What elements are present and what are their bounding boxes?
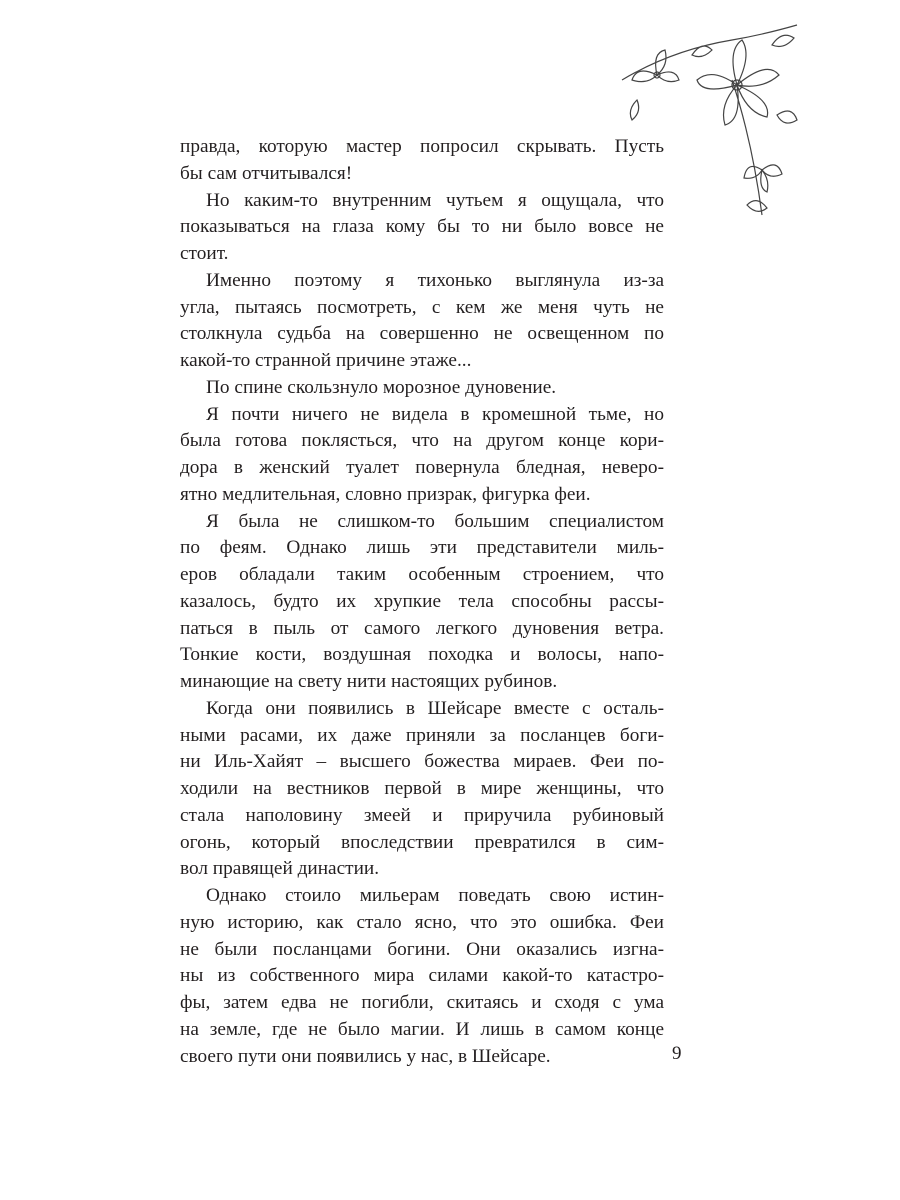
text-line: По спине скользнуло морозное дуновение. [206,376,557,398]
text-line: угла, пытаясь посмотреть, с кем же меня чуть не [180,296,664,318]
text-line: столкнула судьба на совершенно не освещенном по [180,323,664,345]
text-line: еров обладали таким особенным строением, что [180,564,664,585]
text-line: по феям. Однако лишь эти представители миль- [180,537,664,559]
text-line: Однако стоило мильерам поведать свою истин- [206,885,664,906]
paragraph [180,134,664,188]
paragraph [180,268,664,375]
text-line: ными расами, их даже приняли за посланцев боги- [180,724,664,746]
text-line: ную историю, как стало ясно, что это ошибка. Феи [180,911,664,933]
text-line: огонь, который впоследствии превратился в сим- [180,831,664,853]
text-line: дора в женский туалет повернула бледная, неверо- [180,457,664,478]
text-line: Я была не слишком-то большим специалистом [206,510,664,532]
paragraph [180,188,664,268]
text-line: стоит. [180,243,229,264]
text-line: правда, которую мастер попросил скрывать. Пусть [180,136,664,157]
text-line: была готова поклясться, что на другом конце кори- [180,430,664,452]
text-line: стала наполовину змеей и приручила рубиновый [180,804,664,826]
text-line: не были посланцами богини. Они оказались изгна- [180,938,664,960]
text-line: минающие на свету нити настоящих рубинов. [180,671,558,692]
text-line: казалось, будто их хрупкие тела способны рассы- [180,590,664,612]
text-line: ятно медлительная, словно призрак, фигурка феи. [180,483,591,505]
text-line: бы сам отчитывался! [180,162,353,184]
paragraph [180,375,664,402]
text-line: вол правящей династии. [180,858,380,880]
text-line: фы, затем едва не погибли, скитаясь и сходя с ума [180,992,664,1013]
paragraph [180,883,664,1070]
text-line: Но каким-то внутренним чутьем я ощущала, что [206,189,664,211]
text-line: Я почти ничего не видела в кромешной тьме, но [206,403,664,425]
text-line: своего пути они появились у нас, в Шейсаре. [180,1045,551,1067]
text-line: паться в пыль от самого легкого дуновения ветра. [180,617,664,639]
text-line: на земле, где не было магии. И лишь в самом конце [180,1018,664,1040]
text-line: ни Иль-Хайят – высшего божества мираев. Феи по- [180,751,664,773]
text-line: Именно поэтому я тихонько выглянула из-за [206,269,664,291]
text-line: какой-то странной причине этаже... [180,350,472,371]
paragraph [180,402,664,509]
text-line: ходили на вестников первой в мире женщины, что [180,778,664,799]
body-text [180,134,664,1070]
text-line: Когда они появились в Шейсаре вместе с осталь- [206,697,664,719]
paragraph [180,509,664,696]
text-line: ны из собственного мира силами какой-то катастро- [180,965,664,987]
text-line: показываться на глаза кому бы то ни было вовсе не [180,216,664,238]
paragraph [180,696,664,883]
page-number: 9 [672,1043,682,1064]
text-line: Тонкие кости, воздушная походка и волосы, напо- [180,644,664,666]
